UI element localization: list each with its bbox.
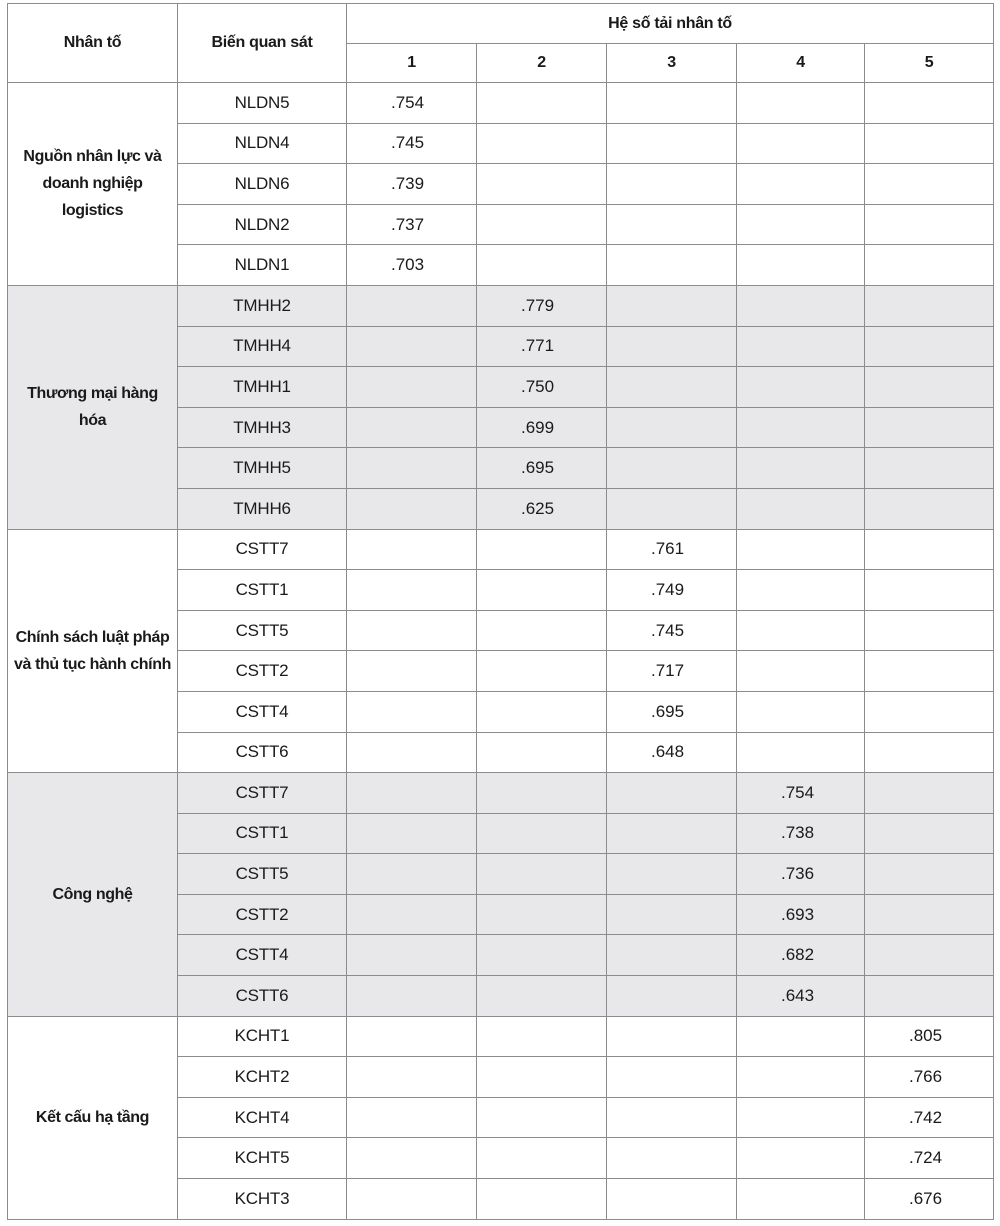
loading-cell [737,691,865,732]
loading-cell [737,285,865,326]
loading-cell [737,83,865,124]
loading-cell: .738 [737,813,865,854]
loading-cell [737,448,865,489]
loading-cell: .754 [347,83,477,124]
variable-cell: CSTT4 [178,691,347,732]
loading-cell: .699 [477,407,607,448]
loading-cell [607,488,737,529]
variable-cell: CSTT6 [178,976,347,1017]
loading-cell: .745 [607,610,737,651]
loading-cell [347,1179,477,1220]
loading-cell [607,813,737,854]
loading-cell: .749 [607,570,737,611]
loading-cell [737,407,865,448]
loading-cell [477,570,607,611]
loading-cell: .736 [737,854,865,895]
loading-cell: .771 [477,326,607,367]
loading-cell [477,529,607,570]
factor-name: Chính sách luật pháp và thủ tục hành chính [8,529,178,773]
header-component-2: 2 [477,44,607,83]
loading-cell [347,1057,477,1098]
loading-cell [737,529,865,570]
loading-cell [477,854,607,895]
variable-cell: CSTT4 [178,935,347,976]
loading-cell: .754 [737,773,865,814]
loading-cell [865,326,994,367]
loading-cell [477,204,607,245]
variable-cell: CSTT6 [178,732,347,773]
loading-cell: .625 [477,488,607,529]
loading-cell [477,610,607,651]
loading-cell [737,245,865,286]
loading-cell [607,935,737,976]
loading-cell [737,570,865,611]
loading-cell: .693 [737,894,865,935]
loading-cell: .805 [865,1016,994,1057]
variable-cell: NLDN2 [178,204,347,245]
variable-cell: CSTT1 [178,570,347,611]
header-loading-group: Hệ số tải nhân tố [347,4,994,44]
variable-cell: NLDN4 [178,123,347,164]
factor-group [8,285,994,529]
loading-cell: .703 [347,245,477,286]
variable-cell: TMHH4 [178,326,347,367]
loading-cell [477,935,607,976]
loading-cell [347,691,477,732]
loading-cell [347,326,477,367]
loading-cell [607,773,737,814]
loading-cell [737,204,865,245]
loading-cell [737,1016,865,1057]
loading-cell [607,894,737,935]
loading-cell [347,773,477,814]
loading-cell [347,1016,477,1057]
variable-cell: KCHT4 [178,1097,347,1138]
loading-cell [347,651,477,692]
loading-cell [477,164,607,205]
loading-cell [477,894,607,935]
loading-cell [347,935,477,976]
loading-cell [477,1097,607,1138]
loading-cell [865,529,994,570]
table-row [8,285,994,326]
loading-cell [347,813,477,854]
variable-cell: CSTT7 [178,529,347,570]
variable-cell: NLDN6 [178,164,347,205]
loading-cell: .766 [865,1057,994,1098]
loading-cell [737,123,865,164]
loading-cell [477,773,607,814]
loading-cell [737,367,865,408]
variable-cell: CSTT7 [178,773,347,814]
loading-cell: .724 [865,1138,994,1179]
loading-cell [347,610,477,651]
loading-cell [607,326,737,367]
variable-cell: TMHH2 [178,285,347,326]
loading-cell [477,976,607,1017]
loading-cell: .739 [347,164,477,205]
loading-cell: .742 [865,1097,994,1138]
variable-cell: KCHT1 [178,1016,347,1057]
factor-name: Kết cấu hạ tầng [8,1016,178,1219]
loading-cell [607,976,737,1017]
loading-cell: .648 [607,732,737,773]
loading-cell [347,1138,477,1179]
loading-cell [865,488,994,529]
variable-cell: KCHT5 [178,1138,347,1179]
loading-cell [607,854,737,895]
loading-cell [865,894,994,935]
loading-cell [865,935,994,976]
loading-cell [347,407,477,448]
loading-cell [607,164,737,205]
header-variable: Biến quan sát [178,4,347,83]
factor-group [8,529,994,773]
variable-cell: CSTT2 [178,894,347,935]
loading-cell [347,894,477,935]
loading-cell [477,813,607,854]
loading-cell [347,976,477,1017]
loading-cell: .695 [607,691,737,732]
table-header [8,4,994,83]
factor-name: Nguồn nhân lực và doanh nghiệp logistics [8,83,178,286]
factor-loading-table [7,3,994,1220]
variable-cell: NLDN5 [178,83,347,124]
loading-cell [737,651,865,692]
factor-name: Thương mại hàng hóa [8,285,178,529]
loading-cell [865,407,994,448]
loading-cell [607,123,737,164]
loading-cell [347,285,477,326]
loading-cell [737,1097,865,1138]
loading-cell: .676 [865,1179,994,1220]
loading-cell [865,123,994,164]
loading-cell [737,1179,865,1220]
loading-cell [347,854,477,895]
loading-cell [607,245,737,286]
loading-cell [865,854,994,895]
loading-cell [607,83,737,124]
loading-cell [347,1097,477,1138]
loading-cell: .737 [347,204,477,245]
loading-cell [477,123,607,164]
factor-group [8,83,994,286]
variable-cell: CSTT2 [178,651,347,692]
loading-cell [477,732,607,773]
table-row [8,83,994,124]
loading-cell [737,1057,865,1098]
loading-cell: .717 [607,651,737,692]
variable-cell: CSTT1 [178,813,347,854]
loading-cell [737,164,865,205]
loading-cell [865,813,994,854]
loading-cell [865,570,994,611]
loading-cell [865,691,994,732]
loading-cell: .779 [477,285,607,326]
table-row [8,1016,994,1057]
loading-cell [865,204,994,245]
loading-cell [347,367,477,408]
header-factor: Nhân tố [8,4,178,83]
loading-cell [607,1179,737,1220]
loading-cell [865,732,994,773]
loading-cell [865,610,994,651]
variable-cell: TMHH1 [178,367,347,408]
header-component-4: 4 [737,44,865,83]
loading-cell [865,164,994,205]
loading-cell [607,448,737,489]
loading-cell [477,1057,607,1098]
variable-cell: TMHH5 [178,448,347,489]
loading-cell [607,204,737,245]
loading-cell [737,732,865,773]
loading-cell: .695 [477,448,607,489]
header-component-1: 1 [347,44,477,83]
loading-cell: .643 [737,976,865,1017]
loading-cell [607,1016,737,1057]
loading-cell [477,1179,607,1220]
factor-group [8,1016,994,1219]
table-row [8,773,994,814]
variable-cell: NLDN1 [178,245,347,286]
loading-cell: .682 [737,935,865,976]
loading-cell [607,285,737,326]
loading-cell [865,83,994,124]
table-row [8,529,994,570]
variable-cell: KCHT3 [178,1179,347,1220]
variable-cell: TMHH6 [178,488,347,529]
loading-cell [737,610,865,651]
header-component-5: 5 [865,44,994,83]
loading-cell [737,326,865,367]
loading-cell [347,570,477,611]
loading-cell [347,448,477,489]
loading-cell [477,691,607,732]
loading-cell [607,1057,737,1098]
loading-cell: .750 [477,367,607,408]
variable-cell: CSTT5 [178,854,347,895]
loading-cell [607,1138,737,1179]
loading-cell: .745 [347,123,477,164]
loading-cell [737,1138,865,1179]
loading-cell [347,488,477,529]
loading-cell [865,367,994,408]
loading-cell [865,285,994,326]
variable-cell: CSTT5 [178,610,347,651]
loading-cell [737,488,865,529]
loading-cell [347,732,477,773]
loading-cell [865,448,994,489]
loading-cell [865,651,994,692]
loading-cell [347,529,477,570]
loading-cell [865,976,994,1017]
header-component-3: 3 [607,44,737,83]
loading-cell [607,367,737,408]
loading-cell [607,1097,737,1138]
loading-cell [477,651,607,692]
variable-cell: TMHH3 [178,407,347,448]
variable-cell: KCHT2 [178,1057,347,1098]
loading-cell [477,83,607,124]
loading-cell [865,773,994,814]
factor-group [8,773,994,1017]
loading-cell [865,245,994,286]
loading-cell [477,1138,607,1179]
loading-cell: .761 [607,529,737,570]
factor-name: Công nghệ [8,773,178,1017]
loading-cell [477,1016,607,1057]
loading-cell [607,407,737,448]
loading-cell [477,245,607,286]
